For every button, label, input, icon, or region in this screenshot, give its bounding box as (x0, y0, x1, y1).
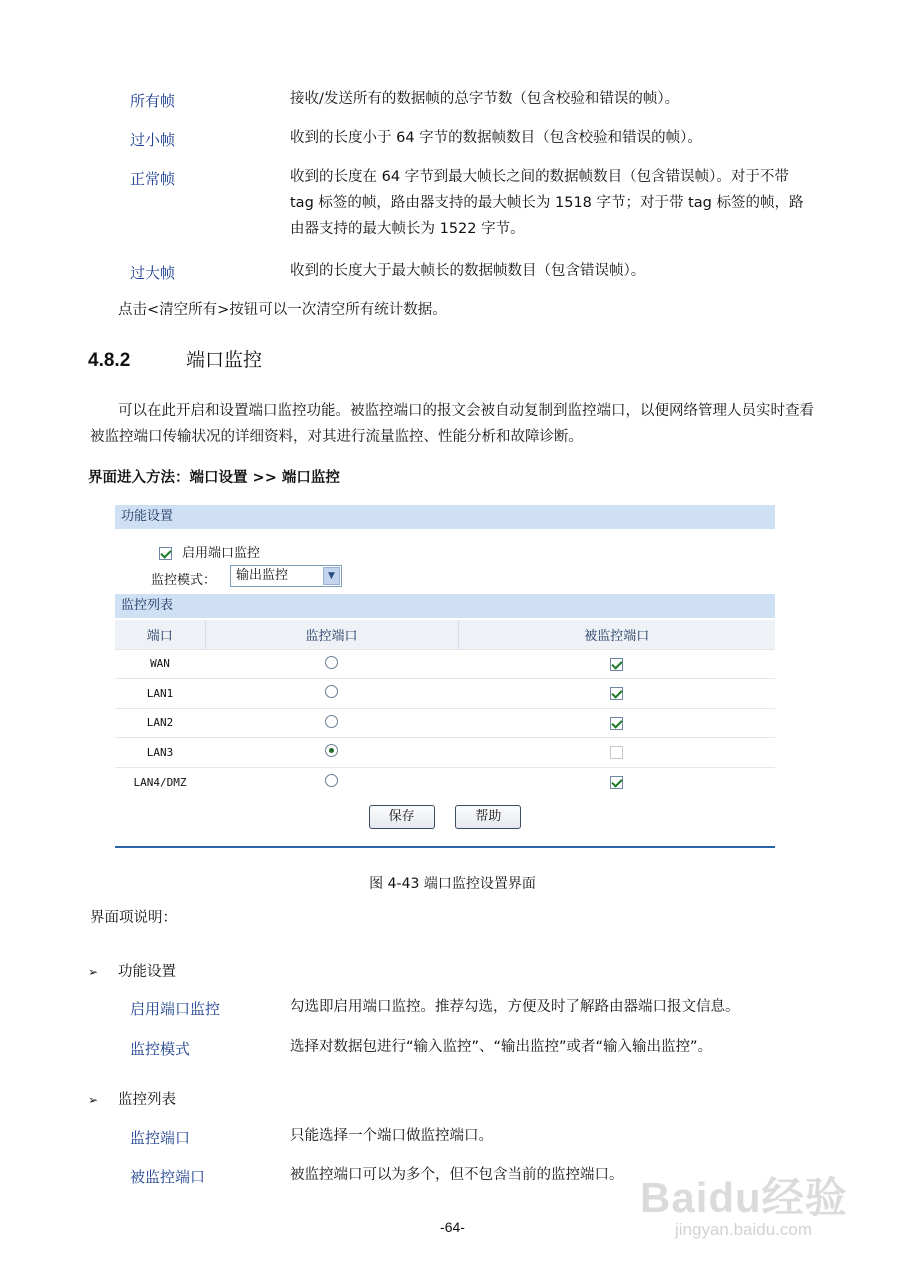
section-number: 4.8.2 (88, 350, 131, 371)
port-name: LAN1 (115, 679, 205, 709)
save-button[interactable]: 保存 (369, 805, 435, 829)
monitor-mode-select[interactable] (230, 565, 342, 587)
table-row (115, 767, 775, 797)
monitored-port-checkbox[interactable] (610, 658, 623, 671)
enable-monitor-checkbox[interactable] (159, 547, 172, 560)
page-number: -64- (440, 1219, 465, 1235)
access-path: 界面进入方法：端口设置 >> 端口监控 (88, 470, 340, 486)
table-row (115, 679, 775, 709)
monitor-list-header: 监控列表 (115, 594, 775, 618)
term-normal-frames: 正常帧 (130, 170, 176, 188)
desc-normal-frames: 收到的长度在 64 字节到最大帧长之间的数据帧数目（包含错误帧）。对于不带 tag 标签的帧，路由器支持的最大帧长为 1518 字节；对于带 tag 标签的帧，路由器支持的最大帧长为 1522 字节。 (290, 169, 804, 237)
desc-all-frames: 接收/发送所有的数据帧的总字节数（包含校验和错误的帧）。 (290, 91, 680, 107)
desc-enable-monitor: 勾选即启用端口监控。推荐勾选，方便及时了解路由器端口报文信息。 (290, 999, 740, 1015)
monitor-mode-value: 输出监控 (236, 568, 289, 583)
func-settings-header: 功能设置 (115, 505, 775, 529)
term-monitored-port: 被监控端口 (130, 1168, 206, 1186)
group-monitor-list (88, 1088, 176, 1109)
monitored-port-checkbox (610, 746, 623, 759)
monitor-port-radio[interactable] (325, 715, 338, 728)
desc-monitor-mode: 选择对数据包进行“输入监控”、“输出监控”或者“输入输出监控”。 (290, 1039, 713, 1055)
clear-note: 点击<清空所有>按钮可以一次清空所有统计数据。 (118, 302, 447, 318)
group-title: 功能设置 (118, 964, 176, 980)
enable-monitor-label: 启用端口监控 (182, 546, 261, 561)
term-all-frames: 所有帧 (130, 92, 176, 110)
desc-monitor-port: 只能选择一个端口做监控端口。 (290, 1128, 493, 1144)
arrow-bullet-icon: ➢ (88, 1093, 99, 1107)
figure-caption: 图 4-43 端口监控设置界面 (369, 876, 536, 892)
watermark-logo: Baidu经验 (640, 1174, 848, 1221)
col-monitor-port: 监控端口 (205, 620, 458, 649)
table-row (115, 649, 775, 679)
table-row (115, 738, 775, 768)
port-name: LAN2 (115, 708, 205, 738)
desc-oversize-frames: 收到的长度大于最大帧长的数据帧数目（包含错误帧）。 (290, 263, 646, 279)
section-heading (88, 345, 262, 372)
button-bar (115, 805, 775, 829)
monitor-table (115, 620, 775, 797)
monitored-port-checkbox[interactable] (610, 717, 623, 730)
group-func-settings (88, 960, 176, 981)
items-intro: 界面项说明： (90, 910, 177, 926)
term-monitor-mode: 监控模式 (130, 1040, 191, 1058)
monitored-port-checkbox[interactable] (610, 687, 623, 700)
desc-monitored-port: 被监控端口可以为多个，但不包含当前的监控端口。 (290, 1167, 624, 1183)
enable-row (159, 542, 260, 561)
section-title: 端口监控 (186, 349, 263, 371)
port-name: LAN3 (115, 738, 205, 768)
watermark-url: jingyan.baidu.com (675, 1220, 813, 1239)
port-name: LAN4/DMZ (115, 767, 205, 797)
help-button[interactable]: 帮助 (455, 805, 521, 829)
port-name: WAN (115, 649, 205, 679)
term-undersize-frames: 过小帧 (130, 131, 176, 149)
monitor-port-radio[interactable] (325, 656, 338, 669)
port-monitor-panel (115, 505, 775, 848)
term-monitor-port: 监控端口 (130, 1129, 191, 1147)
desc-undersize-frames: 收到的长度小于 64 字节的数据帧数目（包含校验和错误的帧）。 (290, 130, 702, 146)
table-row (115, 708, 775, 738)
term-enable-monitor: 启用端口监控 (130, 1000, 221, 1018)
monitor-mode-label: 监控模式： (151, 573, 217, 588)
col-port: 端口 (115, 620, 205, 649)
monitor-port-radio[interactable] (325, 685, 338, 698)
table-header-row (115, 620, 775, 649)
monitor-port-radio[interactable] (325, 774, 338, 787)
col-monitored-port: 被监控端口 (458, 620, 775, 649)
arrow-bullet-icon: ➢ (88, 965, 99, 979)
monitored-port-checkbox[interactable] (610, 776, 623, 789)
group-title: 监控列表 (118, 1092, 176, 1108)
baidu-watermark (640, 1145, 880, 1245)
chevron-down-icon[interactable]: ▼ (323, 567, 340, 585)
term-oversize-frames: 过大帧 (130, 264, 176, 282)
section-intro: 可以在此开启和设置端口监控功能。被监控端口的报文会被自动复制到监控端口，以便网络管理人员实时查看被监控端口传输状况的详细资料，对其进行流量监控、性能分析和故障诊断。 (90, 403, 814, 445)
monitor-port-radio[interactable] (325, 744, 338, 757)
